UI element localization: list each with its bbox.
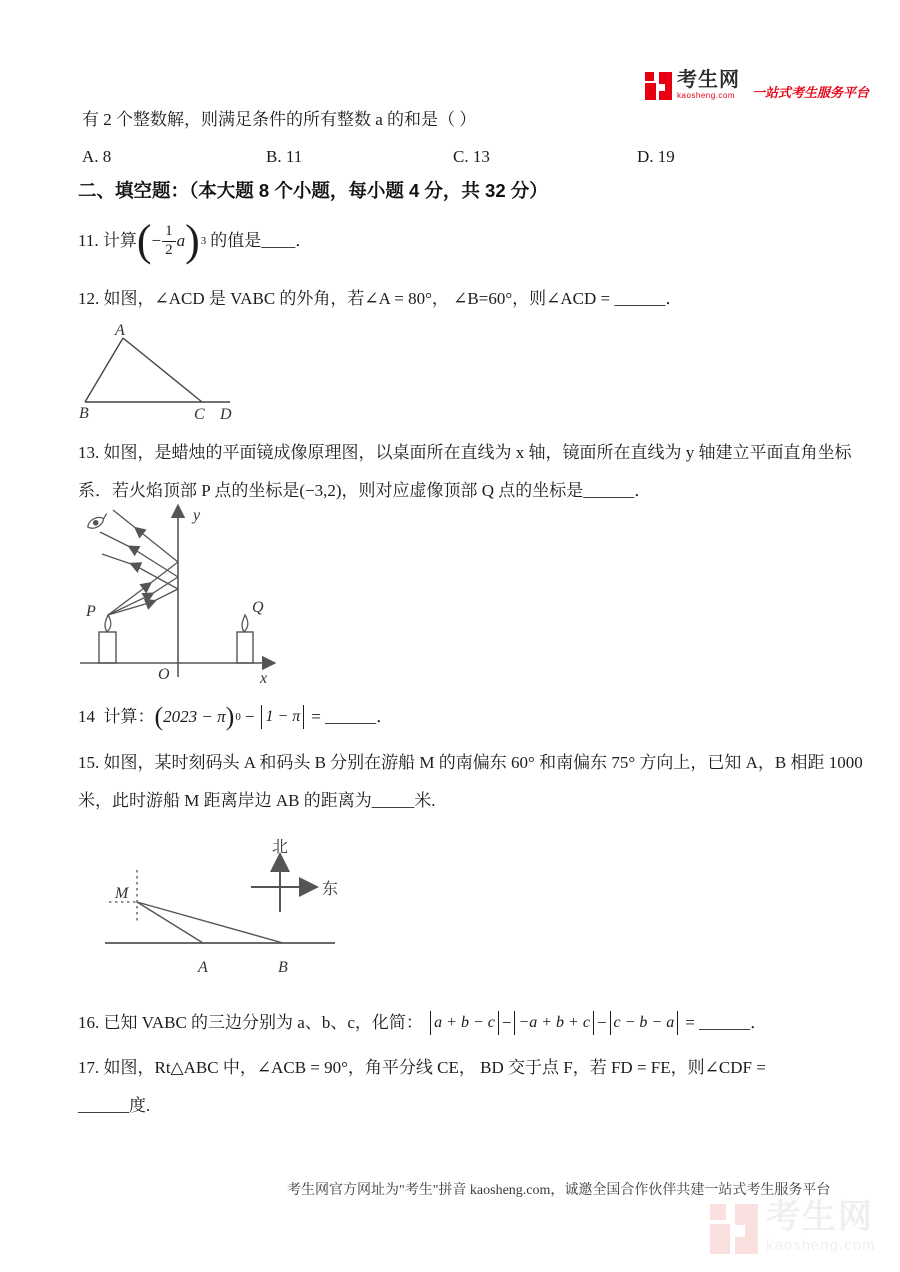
- q16-tail: = ______．: [685, 1012, 768, 1032]
- question-17-line2: ______度.: [78, 1096, 151, 1115]
- fig13-eye-icon: [86, 512, 111, 531]
- fig13-label-x: x: [260, 670, 268, 687]
- q14-exponent: 0: [235, 710, 241, 723]
- question-12: 12. 如图，∠ACD 是 VABC 的外角，若∠A = 80°， ∠B=60°，则∠ACD = ______．: [78, 289, 683, 308]
- q14-tail: = ______．: [311, 706, 394, 726]
- q11-open-paren: (: [136, 216, 152, 266]
- q11-pre: 计算: [102, 230, 137, 250]
- brand-domain: kaosheng.com: [677, 91, 736, 100]
- fig12-label-d: D: [220, 406, 232, 423]
- fig13-label-q: Q: [252, 599, 264, 616]
- q16-minus-2: −: [596, 1012, 607, 1032]
- question-15-line2: 米，此时游船 M 距离岸边 AB 的距离为_____米.: [78, 791, 436, 810]
- q14-minus: −: [244, 706, 255, 726]
- option-a: A. 8: [82, 147, 112, 166]
- q11-minus-sign: −: [151, 230, 162, 250]
- figure-q13-mirror: [72, 502, 307, 687]
- q11-variable: a: [176, 230, 186, 250]
- fig13-label-p: P: [86, 603, 96, 620]
- fig15-compass: [251, 860, 311, 912]
- q11-fraction-denominator: 2: [165, 241, 173, 258]
- q14-open-paren: (: [154, 702, 164, 731]
- q16-minus-1: −: [501, 1012, 512, 1032]
- brand-tagline: 一站式考生服务平台: [752, 85, 870, 100]
- question-10-stem-tail: 有 2 个整数解，则满足条件的所有整数 a 的和是（ ）: [82, 110, 477, 129]
- fig13-axes: [80, 510, 270, 677]
- q11-number: 11.: [78, 230, 99, 250]
- q11-post: 的值是____．: [210, 230, 313, 250]
- q14-pre: 计算：: [103, 706, 155, 726]
- question-13-line2: 系．若火焰顶部 P 点的坐标是(−3,2)，则对应虚像顶部 Q 点的坐标是______．: [78, 481, 652, 500]
- section-2-title: 二、填空题：（本大题 8 个小题，每小题 4 分，共 32 分）: [78, 180, 548, 201]
- watermark-brand-domain: kaosheng.com: [766, 1237, 876, 1254]
- q16-abs-2: −a + b + c: [514, 1011, 594, 1035]
- fig15-sight-lines: [137, 902, 283, 943]
- option-b: B. 11: [266, 147, 303, 166]
- question-13-line1: 13. 如图，是蜡烛的平面镜成像原理图，以桌面所在直线为 x 轴，镜面所在直线为 y 轴建立平面直角坐标: [78, 443, 852, 462]
- watermark-brand-name: 考生网: [766, 1198, 874, 1236]
- question-15-line1: 15. 如图，某时刻码头 A 和码头 B 分别在游船 M 的南偏东 60° 和南偏东 75° 方向上，已知 A，B 相距 1000: [78, 753, 863, 772]
- q16-abs-1: a + b − c: [430, 1011, 499, 1035]
- fig13-candle-q: [237, 615, 253, 663]
- fig13-label-o: O: [158, 666, 170, 683]
- footer-text: 考生网官方网址为"考生"拼音 kaosheng.com，诚邀全国合作伙伴共建一站式考生服务平台: [287, 1183, 831, 1198]
- kaosheng-watermark: [710, 1200, 876, 1254]
- fig13-reflected-rays: [100, 510, 178, 589]
- fig15-label-north: 北: [272, 839, 289, 856]
- fig15-label-b: B: [278, 959, 288, 976]
- option-c: C. 13: [453, 147, 490, 166]
- q16-pre: 16. 已知 VABC 的三边分别为 a、b、c，化简：: [78, 1012, 423, 1032]
- fig12-label-b: B: [79, 405, 89, 422]
- kaosheng-logo-mark-icon: [645, 70, 672, 100]
- fig15-label-m: M: [115, 885, 129, 902]
- fig15-label-east: 东: [322, 881, 339, 898]
- q11-exponent: 3: [200, 234, 207, 247]
- fig12-label-a: A: [115, 322, 125, 339]
- option-d: D. 19: [637, 147, 675, 166]
- fig13-label-y: y: [193, 507, 201, 524]
- fig15-label-a: A: [198, 959, 208, 976]
- fig12-label-c: C: [194, 406, 205, 423]
- kaosheng-watermark-mark-icon: [710, 1200, 758, 1254]
- question-11: [78, 211, 312, 271]
- q14-close-paren: ): [225, 702, 235, 731]
- q11-fraction-numerator: 1: [162, 223, 176, 241]
- question-17-line1: 17. 如图，Rt△ABC 中，∠ACB = 90°，角平分线 CE， BD 交于点 F，若 FD = FE，则∠CDF =: [78, 1058, 766, 1077]
- figure-q15-bearing: [85, 826, 375, 988]
- q14-number: 14: [78, 706, 95, 726]
- fig12-lines: [85, 338, 230, 402]
- question-16: [78, 1004, 767, 1042]
- figure-q12-triangle: [75, 320, 250, 422]
- q14-absolute-value: 1 − π: [261, 705, 304, 729]
- fig13-candle-p: [99, 615, 116, 663]
- kaosheng-logo: [645, 70, 869, 101]
- q16-abs-3: c − b − a: [610, 1011, 679, 1035]
- q11-close-paren: ): [185, 216, 200, 266]
- question-14: [78, 696, 393, 738]
- brand-name: 考生网: [677, 69, 740, 91]
- q11-fraction: [162, 223, 176, 259]
- q14-paren-content: 2023 − π: [163, 706, 226, 726]
